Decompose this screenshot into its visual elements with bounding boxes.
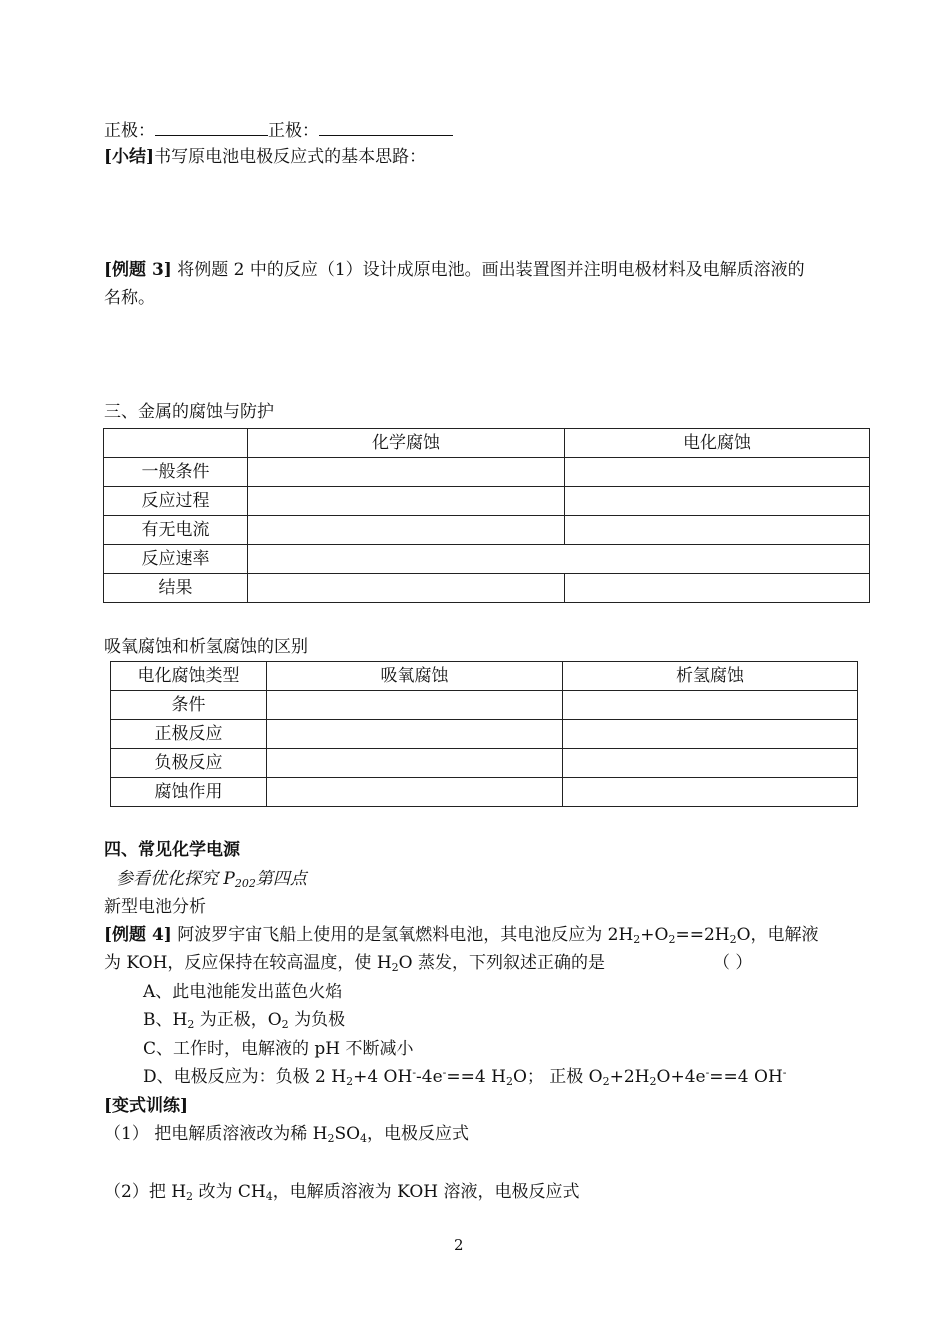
table-header-cell: 化学腐蚀	[248, 429, 565, 458]
table-cell[interactable]	[565, 458, 870, 487]
corrosion-comparison-table	[103, 428, 870, 603]
subscript: 2	[729, 933, 737, 946]
example4-line1	[104, 924, 819, 946]
subscript: 2	[187, 1018, 195, 1031]
practice-text: ，电解质溶液为 KOH 溶液，电极反应式	[272, 1182, 580, 1202]
section4-title: 四、常见化学电源	[104, 840, 240, 860]
table-row	[111, 778, 858, 807]
option-text: +4 OH	[353, 1067, 413, 1087]
subscript: 2	[602, 1075, 610, 1088]
table-header-row	[104, 429, 870, 458]
subscript: 2	[391, 961, 399, 974]
table-header-cell	[104, 429, 248, 458]
table-row	[111, 691, 858, 720]
subscript: 2	[281, 1018, 289, 1031]
practice-tag: [变式训练]	[104, 1096, 189, 1116]
table-cell[interactable]	[565, 516, 870, 545]
section3-subtitle: 吸氧腐蚀和析氢腐蚀的区别	[104, 637, 308, 657]
practice-item-2	[104, 1181, 580, 1203]
practice-text: SO	[334, 1124, 361, 1144]
table-cell[interactable]	[267, 749, 563, 778]
reference-suffix: 第四点	[255, 869, 307, 889]
table-cell[interactable]	[563, 720, 858, 749]
example3-line2	[104, 287, 155, 309]
practice-item-1	[104, 1123, 469, 1145]
example4-text: 为 KOH，反应保持在较高温度，使 H	[104, 953, 392, 973]
practice-text: （2）把 H	[104, 1182, 187, 1202]
subscript: 2	[668, 933, 676, 946]
table-row	[111, 749, 858, 778]
row-label: 腐蚀作用	[111, 778, 267, 807]
positive-electrode-line	[104, 119, 453, 142]
example3-text2: 名称。	[104, 288, 155, 308]
table-cell[interactable]	[248, 487, 565, 516]
row-label: 负极反应	[111, 749, 267, 778]
table-header-row	[111, 662, 858, 691]
summary-line	[104, 146, 426, 168]
example4-tag: [例题 4]	[104, 925, 172, 945]
table-row	[104, 458, 870, 487]
summary-text: 书写原电池电极反应式的基本思路：	[154, 147, 427, 167]
answer-parentheses[interactable]: （ ）	[713, 953, 753, 973]
option-text: ==4 H	[446, 1067, 506, 1087]
option-text: D、电极反应为：负极 2 H	[143, 1067, 347, 1087]
example3-tag: [例题 3]	[104, 260, 172, 280]
subscript: 2	[633, 933, 641, 946]
table-cell[interactable]	[248, 458, 565, 487]
example4-text: O 蒸发，下列叙述正确的是	[398, 953, 605, 973]
example3-text1: 将例题 2 中的反应（1）设计成原电池。画出装置图并注明电极材料及电解质溶液的	[171, 260, 805, 280]
subscript: 2	[346, 1075, 354, 1088]
row-label: 结果	[104, 574, 248, 603]
example3-line1	[104, 259, 805, 281]
section4-subtitle: 新型电池分析	[104, 897, 206, 917]
option-text: 为负极	[288, 1010, 346, 1030]
example4-text: +O	[640, 925, 669, 945]
section3-title: 三、金属的腐蚀与防护	[104, 402, 274, 422]
practice-text: ，电极反应式	[367, 1124, 470, 1144]
table-cell[interactable]	[563, 749, 858, 778]
section4-reference	[116, 868, 307, 890]
subscript: 4	[360, 1132, 368, 1145]
table-header-cell: 析氢腐蚀	[563, 662, 858, 691]
superscript: -	[442, 1066, 447, 1079]
table-row	[111, 720, 858, 749]
example4-line2	[104, 952, 605, 974]
table-header-cell: 电化腐蚀	[565, 429, 870, 458]
table-cell[interactable]	[267, 778, 563, 807]
option-text: B、H	[143, 1010, 188, 1030]
row-label: 反应过程	[104, 487, 248, 516]
table-cell[interactable]	[565, 487, 870, 516]
option-d[interactable]	[143, 1066, 787, 1088]
table-cell[interactable]	[565, 574, 870, 603]
row-label: 反应速率	[104, 545, 248, 574]
row-label: 正极反应	[111, 720, 267, 749]
practice-text: （1） 把电解质溶液改为稀 H	[104, 1124, 328, 1144]
answer-blank-2[interactable]	[319, 119, 453, 136]
example4-text: 阿波罗宇宙飞船上使用的是氢氧燃料电池，其电池反应为 2H	[171, 925, 634, 945]
subscript: 2	[186, 1190, 194, 1203]
option-text: +2H	[609, 1067, 650, 1087]
option-a[interactable]: A、此电池能发出蓝色火焰	[143, 982, 343, 1002]
option-b[interactable]	[143, 1009, 345, 1031]
option-text: 为正极，O	[194, 1010, 282, 1030]
superscript: -	[782, 1066, 787, 1079]
table-cell[interactable]	[248, 574, 565, 603]
option-c[interactable]: C、工作时，电解液的 pH 不断减小	[143, 1039, 414, 1059]
option-text: O； 正极 O	[512, 1067, 603, 1087]
option-text: ==4 OH	[709, 1067, 783, 1087]
subscript: 2	[505, 1075, 513, 1088]
option-text: -4e	[416, 1067, 443, 1087]
superscript: -	[412, 1066, 417, 1079]
reference-page-sub: 202	[234, 877, 256, 890]
label-positive-2: 正极：	[268, 121, 319, 141]
table-header-cell: 吸氧腐蚀	[267, 662, 563, 691]
row-label: 一般条件	[104, 458, 248, 487]
table-cell[interactable]	[248, 516, 565, 545]
row-label: 有无电流	[104, 516, 248, 545]
table-cell[interactable]	[267, 691, 563, 720]
table-row	[104, 487, 870, 516]
row-label: 条件	[111, 691, 267, 720]
label-positive-1: 正极：	[104, 121, 155, 141]
oxygen-hydrogen-corrosion-table	[110, 661, 858, 807]
option-text: O+4e	[656, 1067, 706, 1087]
table-cell[interactable]	[563, 778, 858, 807]
answer-blank-1[interactable]	[155, 119, 268, 136]
table-cell-merged[interactable]	[248, 545, 870, 574]
superscript: -	[705, 1066, 710, 1079]
example4-text: ==2H	[675, 925, 730, 945]
table-row	[104, 545, 870, 574]
example4-text: O，电解液	[736, 925, 819, 945]
table-cell[interactable]	[563, 691, 858, 720]
table-header-cell: 电化腐蚀类型	[111, 662, 267, 691]
subscript: 2	[327, 1132, 335, 1145]
reference-text: 参看优化探究 P	[116, 869, 235, 889]
subscript: 2	[649, 1075, 657, 1088]
table-cell[interactable]	[267, 720, 563, 749]
practice-text: 改为 CH	[193, 1182, 266, 1202]
summary-tag: [小结]	[104, 147, 155, 167]
table-row	[104, 574, 870, 603]
page-number: 2	[454, 1236, 464, 1254]
subscript: 4	[265, 1190, 273, 1203]
table-row	[104, 516, 870, 545]
